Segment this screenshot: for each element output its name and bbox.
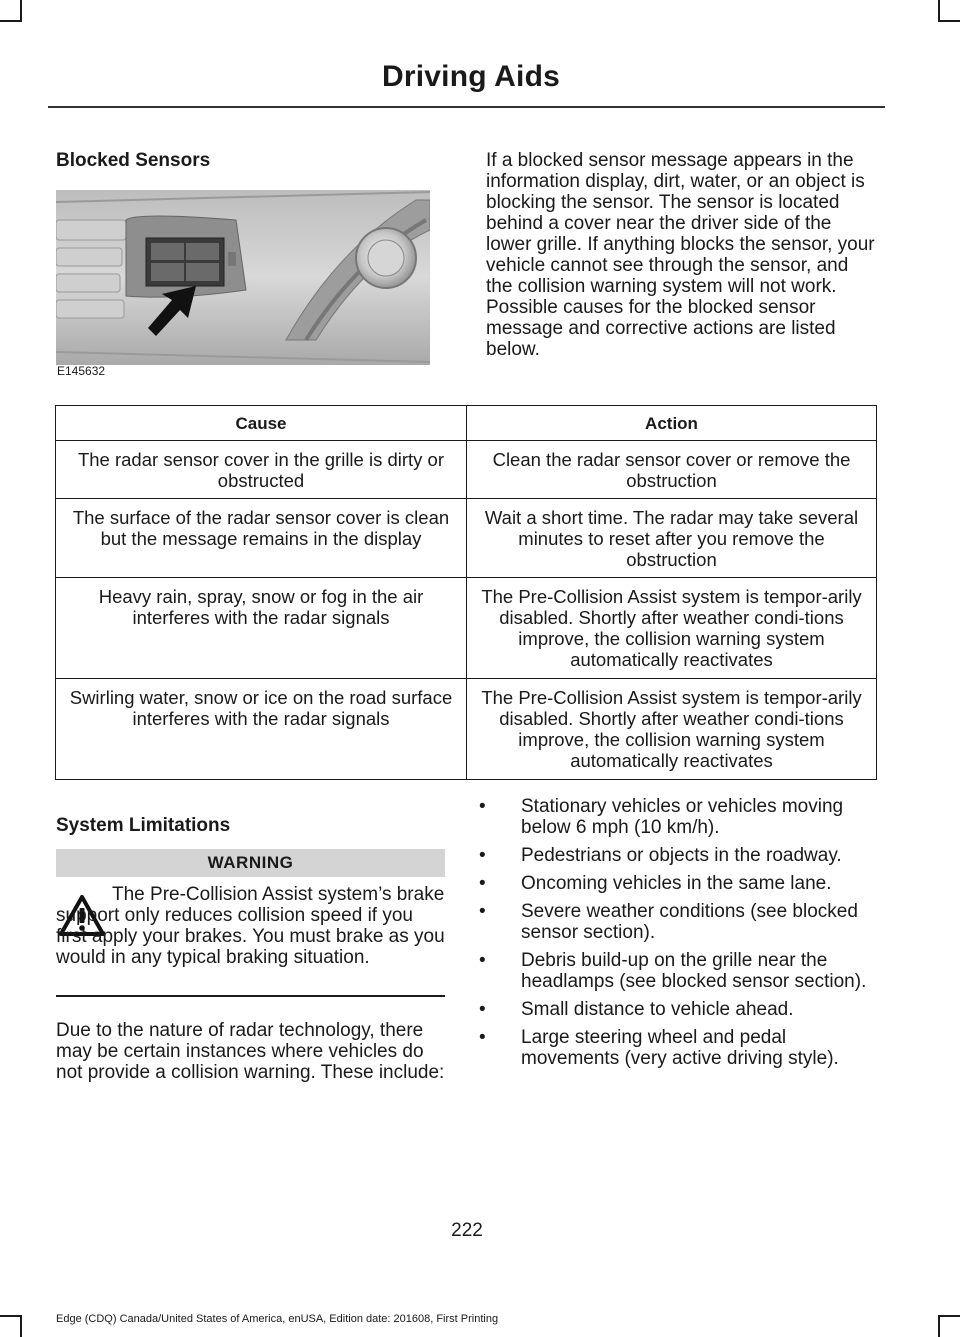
list-item: • Severe weather conditions (see blocked sensor section).	[479, 901, 884, 943]
cause-cell: Heavy rain, spray, snow or fog in the air interferes with the radar signals	[56, 578, 467, 679]
crop-mark	[0, 20, 22, 22]
list-item: • Debris build-up on the grille near the headlamps (see blocked sensor section).	[479, 950, 884, 992]
figure-code: E145632	[57, 364, 106, 378]
cause-action-table	[55, 405, 877, 780]
grille-sensor-illustration	[56, 190, 430, 365]
blocked-sensors-paragraph: If a blocked sensor message appears in the information display, dirt, water, or an object is blocking the sensor. The sensor is located behind a cover near the driver side of the lower grille. If anything blocks the sensor, your vehicle cannot see through the sensor, and the collision warning system will not work. Possible causes for the blocked sensor message and corrective actions are listed below.	[486, 150, 875, 360]
crop-mark	[20, 1315, 22, 1337]
action-cell: Wait a short time. The radar may take several minutes to reset after you remove the obstruction	[467, 499, 877, 578]
limitations-list	[479, 796, 884, 1076]
table-header-row	[56, 406, 877, 441]
crop-mark	[20, 0, 22, 22]
list-item: • Stationary vehicles or vehicles moving below 6 mph (10 km/h).	[479, 796, 884, 838]
column-header-cause: Cause	[56, 406, 467, 441]
table-row	[56, 441, 877, 499]
warning-label: WARNING	[207, 853, 294, 872]
warning-text: The Pre-Collision Assist system’s brake support only reduces collision speed if you first apply your brakes. You must brake as you would in any typical braking situation.	[56, 884, 445, 968]
limitations-intro: Due to the nature of radar technology, there may be certain instances where vehicles do not provide a collision warning. These include:	[56, 1020, 445, 1083]
cause-cell: Swirling water, snow or ice on the road surface interferes with the radar signals	[56, 679, 467, 780]
list-item: • Small distance to vehicle ahead.	[479, 999, 884, 1020]
system-limitations-heading: System Limitations	[56, 815, 231, 836]
list-item: • Oncoming vehicles in the same lane.	[479, 873, 884, 894]
header-divider	[48, 106, 885, 108]
action-cell: Clean the radar sensor cover or remove the obstruction	[467, 441, 877, 499]
crop-mark	[938, 20, 960, 22]
edition-footer: Edge (CDQ) Canada/United States of America, enUSA, Edition date: 201608, First Printing	[56, 1313, 499, 1325]
page-number: 222	[451, 1220, 483, 1241]
cause-cell: The surface of the radar sensor cover is clean but the message remains in the display	[56, 499, 467, 578]
crop-mark	[938, 1315, 940, 1337]
crop-mark	[0, 1315, 22, 1317]
table-row	[56, 578, 877, 679]
blocked-sensors-heading: Blocked Sensors	[56, 150, 211, 171]
table-row	[56, 499, 877, 578]
action-cell: The Pre-Collision Assist system is tempor-arily disabled. Shortly after weather condi-tions improve, the collision warning system automatically reactivates	[467, 679, 877, 780]
list-item: • Large steering wheel and pedal movements (very active driving style).	[479, 1027, 884, 1069]
table-row	[56, 679, 877, 780]
section-title: Driving Aids	[382, 60, 560, 93]
cause-cell: The radar sensor cover in the grille is dirty or obstructed	[56, 441, 467, 499]
list-item: • Pedestrians or objects in the roadway.	[479, 845, 884, 866]
column-header-action: Action	[467, 406, 877, 441]
warning-divider	[56, 995, 445, 997]
crop-mark	[938, 1315, 960, 1317]
action-cell: The Pre-Collision Assist system is tempor-arily disabled. Shortly after weather condi-tions improve, the collision warning system automatically reactivates	[467, 578, 877, 679]
crop-mark	[938, 0, 940, 22]
warning-banner	[56, 849, 445, 877]
